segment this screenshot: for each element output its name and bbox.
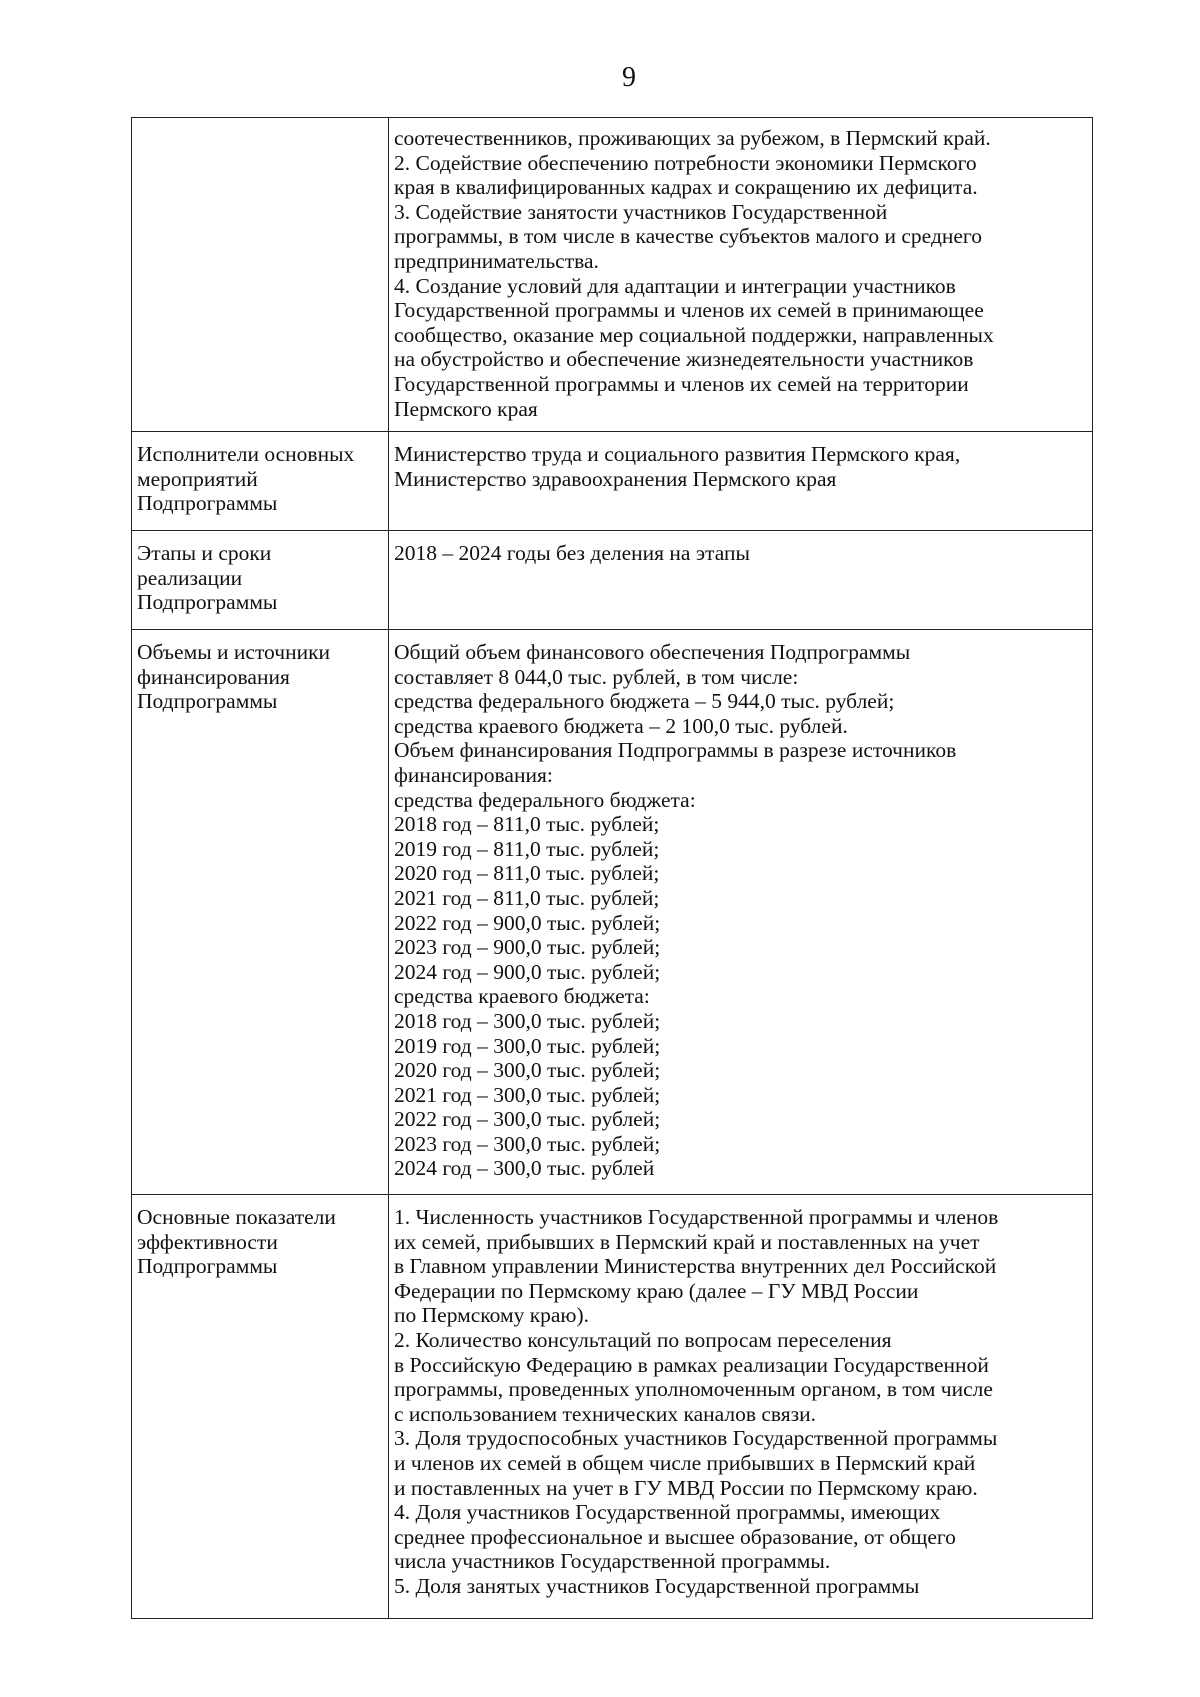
value-line: числа участников Государственной программы. xyxy=(394,1549,831,1574)
value-line: 2022 год – 900,0 тыс. рублей; xyxy=(394,910,661,935)
value-line: 2023 год – 900,0 тыс. рублей; xyxy=(394,935,661,960)
value-line: средства краевого бюджета: xyxy=(394,984,650,1009)
value-line: 5. Доля занятых участников Государственной программы xyxy=(394,1573,920,1598)
value-line: 2023 год – 300,0 тыс. рублей; xyxy=(394,1131,661,1156)
label-line: Подпрограммы xyxy=(137,1254,278,1279)
table-row xyxy=(132,531,1093,630)
value-line: 2019 год – 300,0 тыс. рублей; xyxy=(394,1033,661,1058)
value-line: в Российскую Федерацию в рамках реализации Государственной xyxy=(394,1352,989,1377)
label-line: эффективности xyxy=(137,1229,278,1254)
label-line: Подпрограммы xyxy=(137,689,278,714)
value-line: Государственной программы и членов их семей в принимающее xyxy=(394,298,984,323)
row-value xyxy=(389,432,1093,531)
value-line: программы, в том числе в качестве субъектов малого и среднего xyxy=(394,224,982,249)
table-row xyxy=(132,118,1093,432)
value-line: предпринимательства. xyxy=(394,248,599,273)
value-line: средства федерального бюджета: xyxy=(394,787,696,812)
label-line: реализации xyxy=(137,565,243,590)
value-line: 2. Содействие обеспечению потребности экономики Пермского xyxy=(394,150,977,175)
value-line: 2022 год – 300,0 тыс. рублей; xyxy=(394,1107,661,1132)
value-line: 1. Численность участников Государственной программы и членов xyxy=(394,1205,999,1229)
value-line: финансирования: xyxy=(394,762,553,787)
value-line: Пермского края xyxy=(394,396,538,421)
value-line: 2024 год – 300,0 тыс. рублей xyxy=(394,1156,655,1181)
value-line: 2021 год – 811,0 тыс. рублей; xyxy=(394,885,660,910)
value-line: 4. Доля участников Государственной программы, имеющих xyxy=(394,1500,941,1525)
row-label xyxy=(132,630,389,1195)
value-line: 2018 год – 811,0 тыс. рублей; xyxy=(394,812,660,837)
label-line: Подпрограммы xyxy=(137,491,278,516)
label-line: Основные показатели xyxy=(137,1205,336,1229)
row-value xyxy=(389,630,1093,1195)
value-line: Общий объем финансового обеспечения Подпрограммы xyxy=(394,640,911,664)
value-line: с использованием технических каналов связи. xyxy=(394,1401,817,1426)
label-line: Исполнители основных xyxy=(137,442,355,466)
value-line: 2019 год – 811,0 тыс. рублей; xyxy=(394,836,660,861)
value-line: по Пермскому краю). xyxy=(394,1303,590,1328)
value-line: программы, проведенных уполномоченным органом, в том числе xyxy=(394,1377,993,1402)
value-line: среднее профессиональное и высшее образование, от общего xyxy=(394,1524,956,1549)
value-line: 3. Доля трудоспособных участников Государственной программы xyxy=(394,1426,998,1451)
label-line: мероприятий xyxy=(137,466,258,491)
label-line: финансирования xyxy=(137,664,290,689)
subprogram-passport-table xyxy=(131,117,1093,1619)
value-line: средства федерального бюджета – 5 944,0 тыс. рублей; xyxy=(394,689,895,714)
row-label xyxy=(132,432,389,531)
value-line: средства краевого бюджета – 2 100,0 тыс. рублей. xyxy=(394,713,848,738)
label-line: Объемы и источники xyxy=(137,640,331,664)
value-line: 2020 год – 300,0 тыс. рублей; xyxy=(394,1058,661,1083)
value-line: Объем финансирования Подпрограммы в разрезе источников xyxy=(394,738,957,763)
value-line: 2018 – 2024 годы без деления на этапы xyxy=(394,541,750,565)
table-row xyxy=(132,432,1093,531)
value-line: 2024 год – 900,0 тыс. рублей; xyxy=(394,959,661,984)
table-row xyxy=(132,630,1093,1195)
value-line: Государственной программы и членов их семей на территории xyxy=(394,371,969,396)
row-value xyxy=(389,531,1093,630)
value-line: 4. Создание условий для адаптации и интеграции участников xyxy=(394,273,956,298)
value-line: 2021 год – 300,0 тыс. рублей; xyxy=(394,1082,661,1107)
value-line: составляет 8 044,0 тыс. рублей, в том числе: xyxy=(394,664,799,689)
value-line: 2018 год – 300,0 тыс. рублей; xyxy=(394,1008,661,1033)
value-line: Министерство здравоохранения Пермского края xyxy=(394,466,837,491)
table-row xyxy=(132,1195,1093,1619)
value-line: сообщество, оказание мер социальной поддержки, направленных xyxy=(394,322,994,347)
row-label xyxy=(132,1195,389,1619)
label-line: Этапы и сроки xyxy=(137,541,272,565)
row-label xyxy=(132,531,389,630)
value-line: края в квалифицированных кадрах и сокращению их дефицита. xyxy=(394,175,978,200)
value-line: Министерство труда и социального развития Пермского края, xyxy=(394,442,961,466)
value-line: в Главном управлении Министерства внутренних дел Российской xyxy=(394,1254,997,1279)
row-label xyxy=(132,118,389,432)
label-line: Подпрограммы xyxy=(137,590,278,615)
page-number: 9 xyxy=(622,62,636,93)
value-line: и поставленных на учет в ГУ МВД России по Пермскому краю. xyxy=(394,1475,978,1500)
row-value xyxy=(389,118,1093,432)
value-line: соотечественников, проживающих за рубежом, в Пермский край. xyxy=(394,126,991,150)
value-line: на обустройство и обеспечение жизнедеятельности участников xyxy=(394,347,974,372)
value-line: и членов их семей в общем числе прибывших в Пермский край xyxy=(394,1450,976,1475)
value-line: Федерации по Пермскому краю (далее – ГУ МВД России xyxy=(394,1278,919,1303)
value-line: 2. Количество консультаций по вопросам переселения xyxy=(394,1327,892,1352)
value-line: 2020 год – 811,0 тыс. рублей; xyxy=(394,861,660,886)
row-value xyxy=(389,1195,1093,1619)
value-line: их семей, прибывших в Пермский край и поставленных на учет xyxy=(394,1229,980,1254)
value-line: 3. Содействие занятости участников Государственной xyxy=(394,199,888,224)
